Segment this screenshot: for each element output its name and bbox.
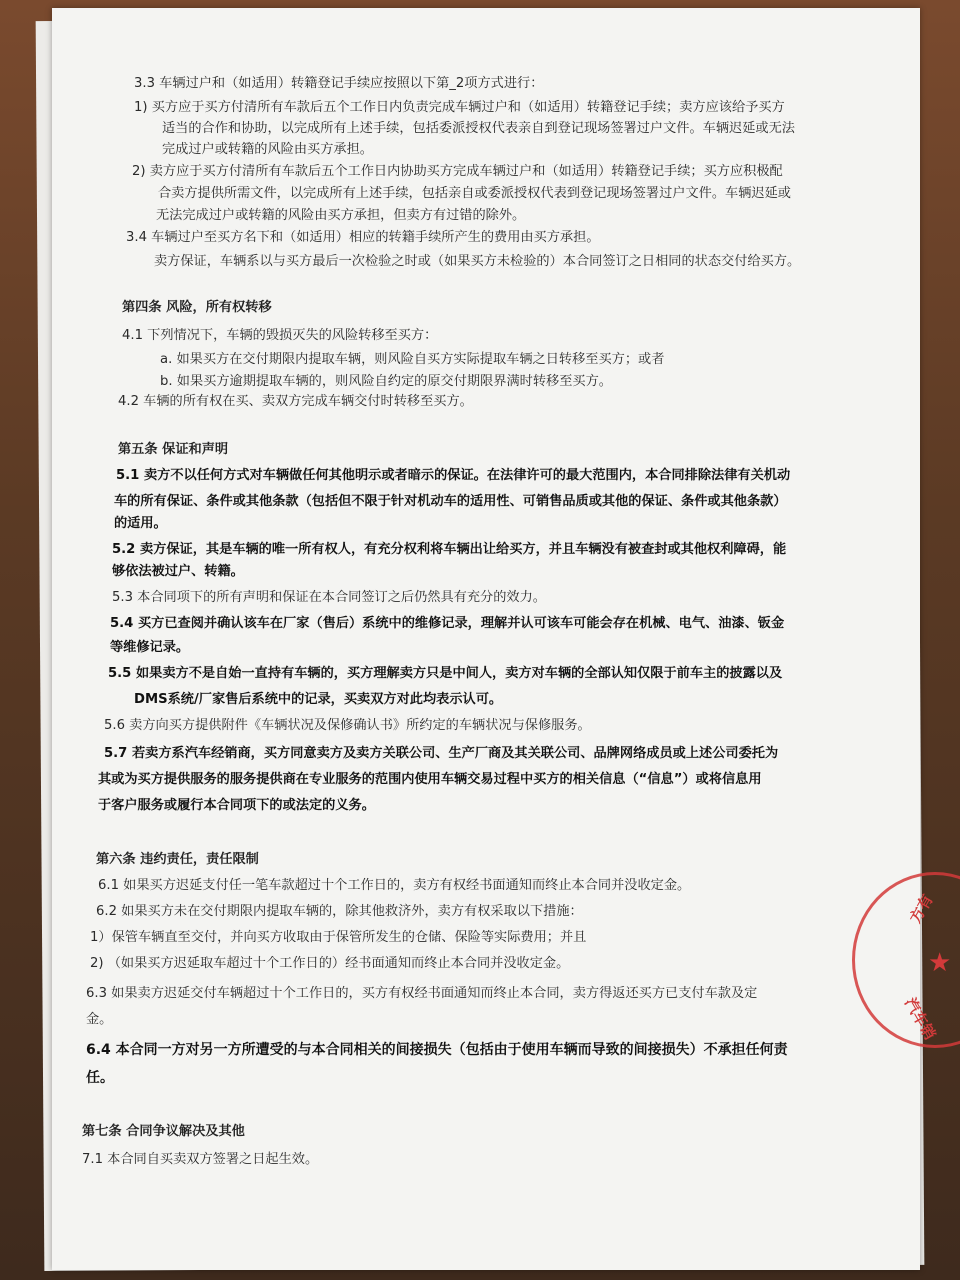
article-5-heading: 第五条 保证和声明	[118, 442, 229, 457]
seal-text-lower: 汽车销	[901, 994, 940, 1043]
clause-6-2-item-2: 2) （如果买方迟延取车超过十个工作日的）经书面通知而终止本合同并没收定金。	[90, 956, 570, 971]
seal-star-icon: ★	[928, 948, 952, 978]
clause-6-3: 6.3 如果卖方迟延交付车辆超过十个工作日的，买方有权经书面通知而终止本合同，卖方得返还买方已支付车款及定	[86, 986, 758, 1001]
seal-text: 方有	[906, 891, 937, 927]
clause-7-1: 7.1 本合同自买卖双方签署之日起生效。	[82, 1152, 319, 1167]
clause-5-3: 5.3 本合同项下的所有声明和保证在本合同签订之后仍然具有充分的效力。	[112, 590, 546, 605]
clause-text-line: 无法完成过户或转籍的风险由买方承担，但卖方有过错的除外。	[156, 208, 526, 223]
clause-4-1-a: a. 如果买方在交付期限内提取车辆，则风险自买方实际提取车辆之日转移至买方；或者	[160, 352, 665, 367]
clause-4-1: 4.1 下列情况下，车辆的毁损灭失的风险转移至买方：	[122, 328, 438, 343]
clause-3-3-item-1: 1) 买方应于买方付清所有车款后五个工作日内负责完成车辆过户和（如适用）转籍登记手续；卖方应该给予买方	[134, 100, 785, 115]
clause-5-5: 5.5 如果卖方不是自始一直持有车辆的，买方理解卖方只是中间人，卖方对车辆的全部认知仅限于前车主的披露以及	[108, 666, 783, 681]
article-6-heading: 第六条 违约责任，责任限制	[96, 852, 259, 867]
clause-text-line: 适当的合作和协助，以完成所有上述手续，包括委派授权代表亲自到登记现场签署过户文件。车辆迟延或无法	[162, 121, 795, 136]
article-7-heading: 第七条 合同争议解决及其他	[82, 1124, 245, 1139]
clause-4-1-b: b. 如果买方逾期提取车辆的，则风险自约定的原交付期限界满时转移至买方。	[160, 374, 612, 389]
clause-text-line: 等维修记录。	[110, 640, 190, 655]
clause-6-4: 6.4 本合同一方对另一方所遭受的与本合同相关的间接损失（包括由于使用车辆而导致的间接损失）不承担任何责	[86, 1042, 788, 1058]
clause-5-4: 5.4 买方已查阅并确认该车在厂家（售后）系统中的维修记录，理解并认可该车可能会存在机械、电气、油漆、钣金	[110, 616, 785, 631]
clause-text-line: DMS系统/厂家售后系统中的记录，买卖双方对此均表示认可。	[134, 692, 503, 707]
clause-text-line: 的适用。	[114, 516, 167, 531]
clause-text-line: 完成过户或转籍的风险由买方承担。	[162, 142, 373, 157]
clause-5-1: 5.1 卖方不以任何方式对车辆做任何其他明示或者暗示的保证。在法律许可的最大范围内，本合同排除法律有关机动	[116, 468, 791, 483]
clause-text-line: 够依法被过户、转籍。	[112, 564, 244, 579]
clause-text-line: 车的所有保证、条件或其他条款（包括但不限于针对机动车的适用性、可销售品质或其他的保证、条件或其他条款）	[114, 494, 787, 509]
clause-text-line: 合卖方提供所需文件，以完成所有上述手续，包括亲自或委派授权代表到登记现场签署过户文件。车辆迟延或	[158, 186, 791, 201]
clause-6-1: 6.1 如果买方迟延支付任一笔车款超过十个工作日的，卖方有权经书面通知而终止本合同并没收定金。	[98, 878, 691, 893]
clause-6-2-item-1: 1）保管车辆直至交付，并向买方收取由于保管所发生的仓储、保险等实际费用；并且	[90, 930, 587, 945]
clause-4-2: 4.2 车辆的所有权在买、卖双方完成车辆交付时转移至买方。	[118, 394, 473, 409]
clause-5-7: 5.7 若卖方系汽车经销商，买方同意卖方及卖方关联公司、生产厂商及其关联公司、品牌网络成员或上述公司委托为	[104, 746, 779, 761]
clause-5-2: 5.2 卖方保证，其是车辆的唯一所有权人，有充分权利将车辆出让给买方，并且车辆没有被查封或其他权利障碍，能	[112, 542, 787, 557]
clause-text-line: 卖方保证，车辆系以与买方最后一次检验之时或（如果买方未检验的）本合同签订之日相同的状态交付给买方。	[154, 254, 801, 269]
clause-text-line: 金。	[86, 1012, 113, 1027]
clause-5-6: 5.6 卖方向买方提供附件《车辆状况及保修确认书》所约定的车辆状况与保修服务。	[104, 718, 591, 733]
clause-text-line: 其或为买方提供服务的服务提供商在专业服务的范围内使用车辆交易过程中买方的相关信息（“信息”）或将信息用	[98, 772, 762, 787]
contract-page	[52, 8, 920, 1270]
clause-text-line: 于客户服务或履行本合同项下的或法定的义务。	[98, 798, 375, 813]
clause-text-line: 任。	[86, 1070, 114, 1086]
clause-3-4: 3.4 车辆过户至买方名下和（如适用）相应的转籍手续所产生的费用由买方承担。	[126, 230, 600, 245]
clause-3-3-item-2: 2) 卖方应于买方付清所有车款后五个工作日内协助买方完成车辆过户和（如适用）转籍登记手续；买方应积极配	[132, 164, 783, 179]
clause-3-3: 3.3 车辆过户和（如适用）转籍登记手续应按照以下第_2项方式进行：	[134, 76, 544, 91]
article-4-heading: 第四条 风险，所有权转移	[122, 300, 272, 315]
clause-6-2: 6.2 如果买方未在交付期限内提取车辆的，除其他救济外，卖方有权采取以下措施：	[96, 904, 583, 919]
